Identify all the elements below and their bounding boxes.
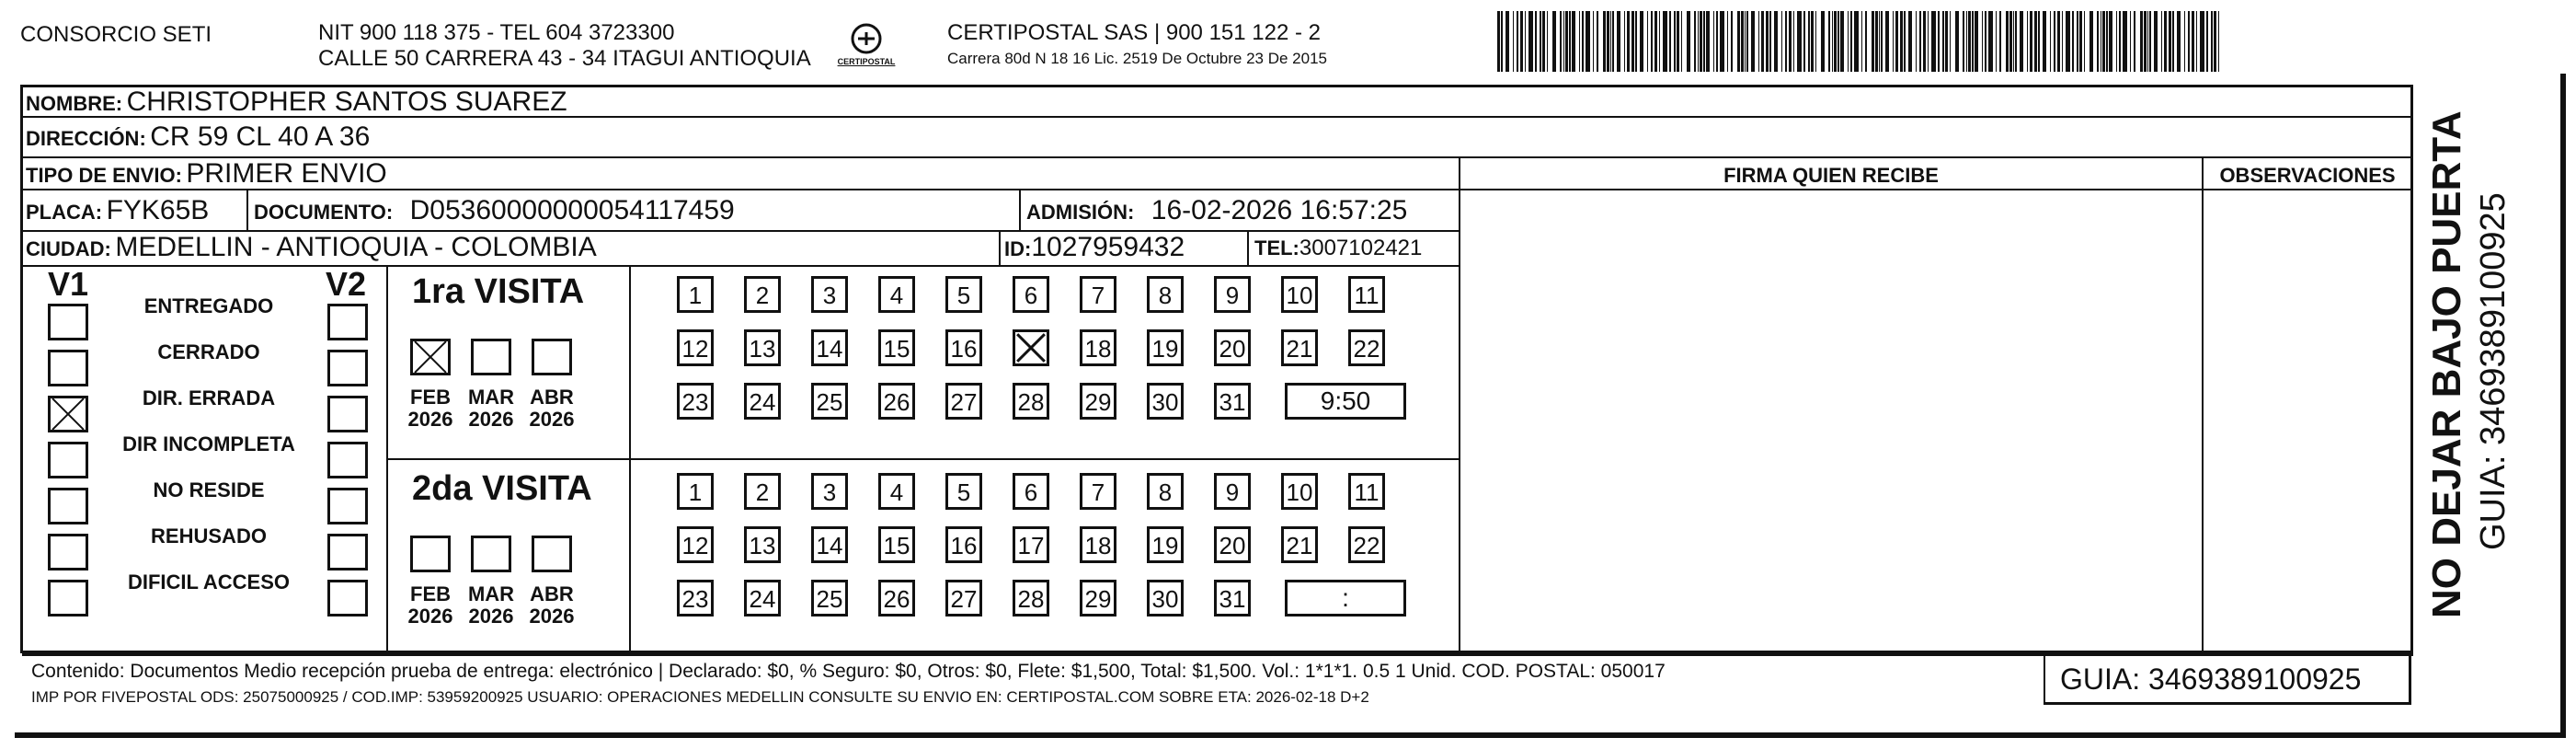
day-box[interactable]: 28 [1013,383,1049,420]
day-box[interactable]: 10 [1281,276,1318,313]
day-box[interactable]: 21 [1281,526,1318,563]
tipo-envio-label: TIPO DE ENVIO: [26,164,182,187]
v2-checkbox[interactable] [327,350,368,386]
day-box[interactable]: 7 [1080,473,1116,510]
day-box[interactable]: 16 [945,329,982,366]
month-label [403,386,458,431]
day-box[interactable]: 18 [1080,329,1116,366]
v2-checkbox[interactable] [327,396,368,432]
v1-checkbox[interactable] [48,488,88,524]
day-box[interactable]: 13 [744,526,781,563]
day-box[interactable]: 28 [1013,580,1049,616]
placa-field [26,195,209,226]
status-option-label: NO RESIDE [153,478,265,501]
v1-checkbox[interactable] [48,534,88,570]
day-box[interactable]: 12 [677,526,714,563]
tel-field [1254,236,1422,261]
day-box[interactable]: 29 [1080,580,1116,616]
status-option-label: DIFICIL ACCESO [127,570,290,593]
day-box[interactable]: 18 [1080,526,1116,563]
certipostal-line: CERTIPOSTAL SAS | 900 151 122 - 2 [947,20,1321,45]
day-box[interactable]: 2 [744,473,781,510]
admision-label: ADMISIÓN: [1026,201,1135,224]
logo-text: CERTIPOSTAL [837,57,896,66]
day-box[interactable]: 5 [945,276,982,313]
day-box[interactable]: 31 [1214,383,1251,420]
guia-box [2044,655,2411,705]
month-label [464,386,519,431]
nit-line: NIT 900 118 375 - TEL 604 3723300 [318,20,675,45]
day-box[interactable]: 25 [811,383,848,420]
admision-field [1026,195,1407,226]
day-box[interactable]: 20 [1214,526,1251,563]
month-checkbox[interactable] [532,339,572,375]
status-option-label: REHUSADO [151,524,267,547]
month-name: MAR [467,582,515,605]
day-box[interactable]: 22 [1348,526,1385,563]
day-box[interactable]: 19 [1147,526,1184,563]
direccion-row [26,121,370,153]
direccion-value: CR 59 CL 40 A 36 [150,121,371,152]
right-edge [2560,74,2566,736]
company-name: CONSORCIO SETI [20,22,212,47]
day-box[interactable]: 27 [945,383,982,420]
tipo-envio-value: PRIMER ENVIO [186,158,387,189]
nombre-row [26,86,567,118]
day-box[interactable]: 14 [811,526,848,563]
day-box[interactable]: 11 [1348,276,1385,313]
admision-value: 16-02-2026 16:57:25 [1151,195,1408,225]
v2-checkbox[interactable] [327,304,368,340]
placa-label: PLACA: [26,201,103,224]
tel-label: TEL: [1254,236,1299,259]
day-box[interactable]: 22 [1348,329,1385,366]
no-dejar-text: NO DEJAR BAJO PUERTA [2424,110,2469,618]
month-checkbox[interactable] [532,536,572,572]
direccion-label: DIRECCIÓN: [26,127,146,150]
month-year: 2026 [529,605,575,628]
ciudad-field [26,232,597,263]
day-box[interactable]: 8 [1147,276,1184,313]
month-checkbox[interactable] [410,339,451,375]
ciudad-label: CIUDAD: [26,237,111,260]
day-box[interactable]: 31 [1214,580,1251,616]
day-box[interactable]: 30 [1147,580,1184,616]
day-box[interactable]: 13 [744,329,781,366]
barcode [1497,11,2226,72]
day-box[interactable]: 9 [1214,473,1251,510]
v2-checkbox[interactable] [327,488,368,524]
day-box[interactable]: 12 [677,329,714,366]
documento-label: DOCUMENTO: [254,201,394,224]
day-box[interactable]: 21 [1281,329,1318,366]
month-label [403,583,458,628]
day-box[interactable]: 3 [811,276,848,313]
month-name: MAR [467,386,515,409]
ciudad-value: MEDELLIN - ANTIOQUIA - COLOMBIA [115,232,597,262]
status-option-label: ENTREGADO [143,294,274,317]
v1-checkbox[interactable] [48,350,88,386]
imp-line: IMP POR FIVEPOSTAL ODS: 25075000925 / COD.IMP: 53959200925 USUARIO: OPERACIONES MEDELLIN CONSULTE SU ENVIO EN: CERTIPOSTAL.COM SOBRE ETA: 2026-02-18 D+2 [31,688,1369,706]
day-box[interactable] [1013,329,1049,366]
placa-value: FYK65B [106,195,210,225]
day-box[interactable]: 6 [1013,276,1049,313]
day-box[interactable]: 15 [878,526,915,563]
tel-value: 3007102421 [1299,236,1423,260]
day-box[interactable]: 11 [1348,473,1385,510]
v1-checkbox[interactable] [48,396,88,432]
certipostal-logo [833,20,899,75]
documento-field [254,195,735,226]
status-option-label: CERRADO [157,340,260,363]
month-label [524,386,579,431]
day-box[interactable]: 3 [811,473,848,510]
month-label [464,583,519,628]
v1-checkbox[interactable] [48,580,88,616]
day-box[interactable]: 2 [744,276,781,313]
id-field [1004,232,1185,263]
address-line: CALLE 50 CARRERA 43 - 34 ITAGUI ANTIOQUIA [318,46,811,71]
day-box[interactable]: 1 [677,276,714,313]
v2-checkbox[interactable] [327,442,368,478]
day-box[interactable]: 20 [1214,329,1251,366]
day-box[interactable]: 26 [878,580,915,616]
day-box[interactable]: 4 [878,276,915,313]
month-name: FEB [410,582,451,605]
day-box[interactable]: 14 [811,329,848,366]
visit-time[interactable]: 9:50 [1285,383,1406,420]
v2-checkbox[interactable] [327,580,368,616]
day-box[interactable]: 24 [744,383,781,420]
v2-checkbox[interactable] [327,534,368,570]
day-box[interactable]: 24 [744,580,781,616]
v1-checkbox[interactable] [48,442,88,478]
day-box[interactable]: 30 [1147,383,1184,420]
id-label: ID: [1004,237,1032,260]
month-year: 2026 [468,605,514,628]
status-option-label: DIR INCOMPLETA [122,432,295,455]
id-value: 1027959432 [1031,232,1185,262]
day-box[interactable]: 26 [878,383,915,420]
visit-title: 2da VISITA [412,469,592,508]
documento-value: D05360000000054117459 [409,195,735,225]
day-box[interactable]: 27 [945,580,982,616]
day-box[interactable]: 23 [677,580,714,616]
nombre-value: CHRISTOPHER SANTOS SUAREZ [126,86,567,117]
tipo-envio-row [26,158,387,190]
day-box[interactable]: 9 [1214,276,1251,313]
day-box[interactable]: 16 [945,526,982,563]
v1-checkbox[interactable] [48,304,88,340]
day-box[interactable]: 6 [1013,473,1049,510]
month-year: 2026 [407,605,453,628]
day-box[interactable]: 23 [677,383,714,420]
contenido-line: Contenido: Documentos Medio recepción prueba de entrega: electrónico | Declarado: $0, % Seguro: $0, Otros: $0, Flete: $1,500, Total: $1,500. Vol.: 1*1*1. 0.5 1 Unid. COD. POSTAL: 050017 [31,661,1666,682]
bottom-edge [15,732,2566,738]
day-box[interactable]: 15 [878,329,915,366]
month-checkbox[interactable] [410,536,451,572]
month-name: FEB [410,386,451,409]
guia-box-text: GUIA: 3469389100925 [2060,663,2362,696]
day-box[interactable]: 1 [677,473,714,510]
month-year: 2026 [529,408,575,431]
day-box[interactable]: 8 [1147,473,1184,510]
month-name: ABR [530,386,574,409]
month-year: 2026 [407,408,453,431]
month-label [524,583,579,628]
month-name: ABR [530,582,574,605]
nombre-label: NOMBRE: [26,92,123,115]
visit-title: 1ra VISITA [412,272,585,311]
month-checkbox[interactable] [471,339,511,375]
license-line: Carrera 80d N 18 16 Lic. 2519 De Octubre 23 De 2015 [947,50,1327,67]
day-box[interactable]: 19 [1147,329,1184,366]
observaciones-header: OBSERVACIONES [2219,164,2396,187]
day-box[interactable]: 5 [945,473,982,510]
day-box[interactable]: 25 [811,580,848,616]
status-option-label: DIR. ERRADA [142,386,276,409]
day-box[interactable]: 10 [1281,473,1318,510]
v2-label: V2 [326,265,367,303]
side-guia-text: GUIA: 3469389100925 [2474,192,2513,550]
month-year: 2026 [468,408,514,431]
v1-label: V1 [48,265,89,303]
day-box[interactable]: 17 [1013,526,1049,563]
visit-time[interactable]: : [1285,580,1406,616]
day-box[interactable]: 29 [1080,383,1116,420]
day-box[interactable]: 4 [878,473,915,510]
firma-header: FIRMA QUIEN RECIBE [1723,164,1939,187]
day-box[interactable]: 7 [1080,276,1116,313]
month-checkbox[interactable] [471,536,511,572]
